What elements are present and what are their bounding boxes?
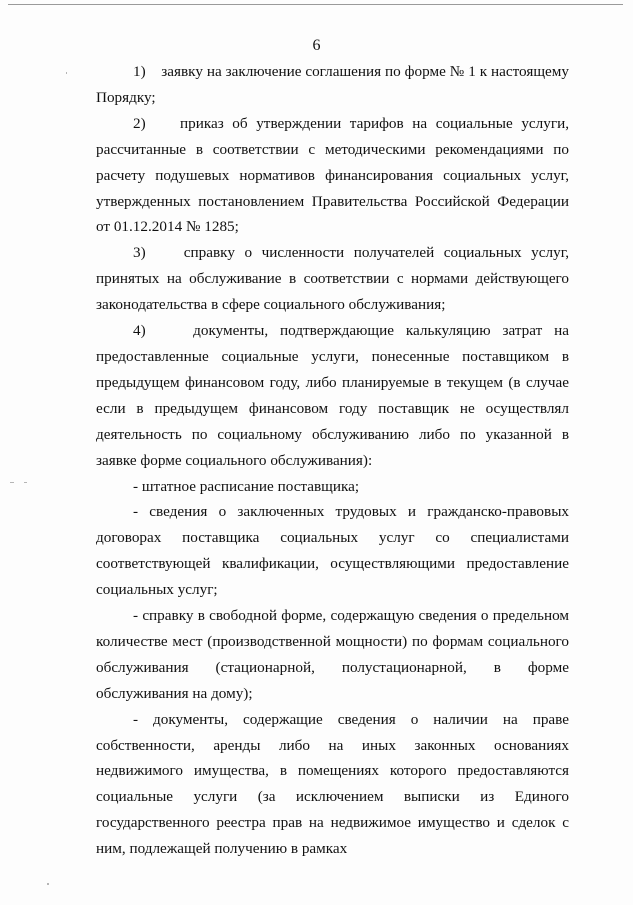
sub-item-property-documents: - документы, содержащие сведения о наличии на праве собственности, аренды либо на иных законных основаниях недвижимого имущества, в помещениях которого предоставляются социальные услуги (за исключением выписки из Единого государственного реестра прав на недвижимое имущество и сделок с ним, подлежащей получению в рамках — [96, 710, 569, 858]
list-item-cost-documents: 4) документы, подтверждающие калькуляцию затрат на предоставленные социальные услуги, понесенные поставщиком в предыдущем финансовом году, либо планируемые в текущем (в случае если в предыдущем финансовом году поставщик не осуществлял деятельность по социальному обслуживанию либо по указанной в заявке форме социального обслуживания): — [96, 322, 569, 469]
scan-speck — [24, 482, 27, 483]
scan-speck — [66, 72, 67, 74]
list-item-tariff-order: 2) приказ об утверждении тарифов на социальные услуги, рассчитанные в соответствии с методическими рекомендациями по расчету подушевых нормативов финансирования социальных услуг, утвержденных постановлением Правительства Российской Федерации от 01.12.2014 № 1285; — [96, 114, 569, 236]
page-number: 6 — [312, 37, 321, 54]
sub-item-staff-schedule: - штатное расписание поставщика; — [133, 477, 360, 495]
list-item-application: 1) заявку на заключение соглашения по форме № 1 к настоящему Порядку; — [96, 63, 569, 106]
sub-item-capacity-reference: - справку в свободной форме, содержащую сведения о предельном количестве мест (производственной мощности) по формам социального обслуживания (стационарной, полустационарной, в форме обслуживания на дому); — [96, 607, 569, 702]
sub-item-contracts: - сведения о заключенных трудовых и гражданско-правовых договорах поставщика социальных услуг со специалистами соответствующей квалификации, осуществляющими предоставление социальных услуг; — [96, 503, 569, 599]
scan-top-edge — [8, 4, 623, 5]
document-body — [96, 59, 569, 862]
scan-speck — [10, 482, 14, 483]
list-item-recipients-count: 3) справку о численности получателей социальных услуг, принятых на обслуживание в соответствии с нормами действующего законодательства в сфере социального обслуживания; — [96, 244, 569, 314]
scan-speck — [47, 883, 49, 885]
